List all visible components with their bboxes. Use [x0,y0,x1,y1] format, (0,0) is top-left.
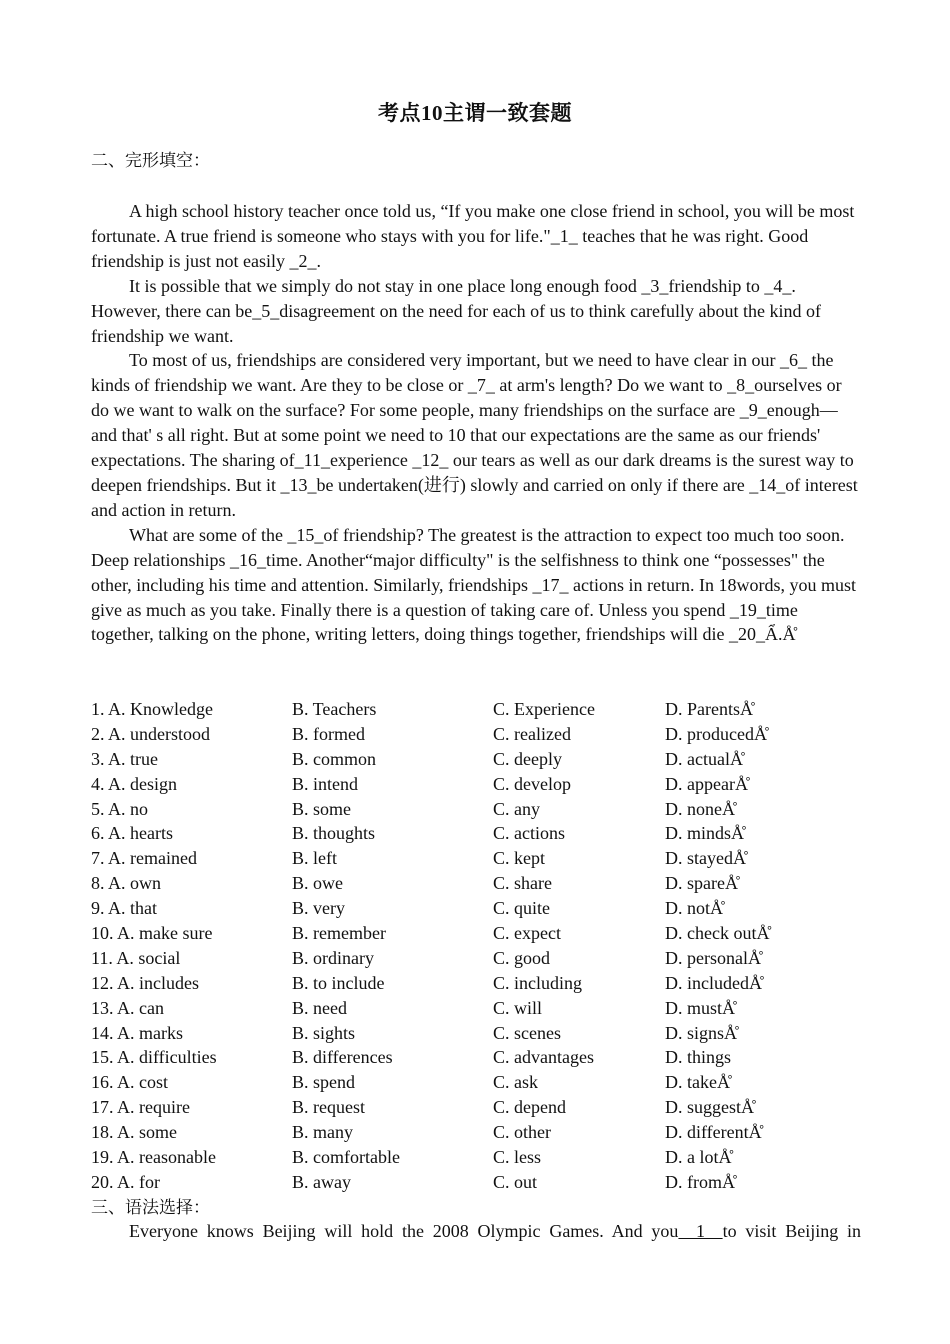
option-c: C. any [493,798,540,819]
option-c: C. realized [493,723,571,744]
option-c: C. deeply [493,748,562,769]
option-d: D. noneÅ̊ [665,798,735,819]
option-b: B. some [292,798,352,819]
option-row [91,996,871,1021]
option-row [91,1145,871,1170]
section-heading-grammar: 三、语法选择： [91,1198,210,1217]
option-b: B. request [292,1097,365,1118]
option-row [91,821,871,846]
option-row [91,1095,871,1120]
option-a: 8. A. own [91,873,162,894]
option-b: B. spend [292,1072,355,1093]
option-row [91,896,871,921]
option-a: 20. A. for [91,1171,160,1192]
option-row [91,1120,871,1145]
option-d: D. mustÅ̊ [665,997,736,1018]
option-d: D. signsÅ̊ [665,1022,738,1043]
option-b: B. very [292,898,345,919]
option-d: D. spareÅ̊ [665,873,738,894]
option-d: D. suggestÅ̊ [665,1097,754,1118]
option-c: C. advantages [493,1047,594,1068]
option-a: 15. A. difficulties [91,1047,217,1068]
option-c: C. share [493,873,552,894]
option-a: 18. A. some [91,1122,178,1143]
option-b: B. intend [292,773,358,794]
option-b: B. ordinary [292,947,374,968]
option-b: B. to include [292,972,385,993]
option-row [91,921,871,946]
option-row [91,846,871,871]
option-row [91,797,871,822]
option-a: 5. A. no [91,798,149,819]
passage-paragraph: What are some of the _15_of friendship? The greatest is the attraction to expect too much too soon. Deep relationships _16_time. Another“major difficulty" is the selfishness to think one “possesses" the other, including his time and attention. Similarly, friendships _17_ actions in return. In 18words, you must give as much as you take. Finally there is a question of taking care of. Unless you spend _19_time together, talking on the phone, writing letters, doing things together, friendships will die _20_Ẩ.Å̊ [91,524,857,645]
grammar-passage [91,1219,861,1244]
option-row [91,1070,871,1095]
option-c: C. out [493,1171,538,1192]
option-c: C. scenes [493,1022,561,1043]
option-row [91,772,871,797]
section-heading-cloze: 二、完形填空： [91,151,210,170]
option-d: D. mindsÅ̊ [665,823,745,844]
option-b: B. thoughts [292,823,376,844]
option-a: 11. A. social [91,947,181,968]
passage-paragraph: A high school history teacher once told us, “If you make one close friend in school, you will be most fortunate. A true friend is someone who stays with you for life."_1_ teaches that he was right. Good friendship is just not easily _2_. [91,201,855,271]
option-row [91,1021,871,1046]
option-a: 2. A. understood [91,723,210,744]
option-c: C. including [493,972,582,993]
option-row [91,747,871,772]
option-b: B. away [292,1171,351,1192]
option-b: B. left [292,848,337,869]
option-row [91,971,871,996]
option-d: D. differentÅ̊ [665,1122,762,1143]
option-c: C. actions [493,823,565,844]
option-row [91,946,871,971]
option-a: 19. A. reasonable [91,1147,216,1168]
option-c: C. ask [493,1072,538,1093]
option-d: D. actualÅ̊ [665,748,743,769]
answer-options [91,697,871,1195]
option-a: 9. A. that [91,898,157,919]
grammar-text: to visit Beijing in [722,1221,861,1241]
option-b: B. remember [292,923,386,944]
option-d: D. a lotÅ̊ [665,1147,732,1168]
option-row [91,1170,871,1195]
option-d: D. notÅ̊ [665,898,723,919]
option-b: B. owe [292,873,343,894]
option-d: D. things [665,1047,732,1068]
option-b: B. formed [292,723,365,744]
option-d: D. stayedÅ̊ [665,848,746,869]
option-c: C. quite [493,898,550,919]
option-c: C. kept [493,848,545,869]
option-row [91,722,871,747]
option-b: B. sights [292,1022,356,1043]
option-d: D. takeÅ̊ [665,1072,730,1093]
option-b: B. many [292,1122,353,1143]
option-d: D. ParentsÅ̊ [665,699,753,719]
option-b: B. Teachers [292,699,377,719]
option-row [91,697,871,722]
option-row [91,871,871,896]
blank-1: 1 [678,1221,723,1241]
option-row [91,1045,871,1070]
option-a: 12. A. includes [91,972,199,993]
option-c: C. expect [493,923,561,944]
passage-paragraph: To most of us, friendships are considered very important, but we need to have clear in our _6_ the kinds of friendship we want. Are they to be close or _7_ at arm's length? Do we want to _8_ourselves or do we want to walk on the surface? For some people, many friendships on the surface are _9_enough—and that' s all right. But at some point we need to 10 that our expectations are the same as our friends' expectations. The sharing of_11_experience _12_ our tears as well as our dark dreams is the surest way to deepen friendships. But it _13_be undertaken(进行) slowly and carried on only if there are _14_of interest and action in return. [91,350,858,520]
option-b: B. common [292,748,376,769]
option-a: 16. A. cost [91,1072,169,1093]
option-b: B. need [292,997,347,1018]
option-d: D. appearÅ̊ [665,773,748,794]
cloze-passage [91,199,861,647]
option-a: 13. A. can [91,997,164,1018]
option-d: D. check outÅ̊ [665,923,770,944]
option-a: 17. A. require [91,1097,190,1118]
option-a: 6. A. hearts [91,823,173,844]
page-title: 考点10主谓一致套题 [378,101,572,125]
passage-paragraph: It is possible that we simply do not stay in one place long enough food _3_friendship to _4_. However, there can be_5_disagreement on the need for each of us to think carefully about the kind of friendship we want. [91,275,822,346]
option-d: D. includedÅ̊ [665,972,762,993]
option-a: 3. A. true [91,748,158,769]
option-c: C. Experience [493,699,595,719]
option-b: B. comfortable [292,1147,400,1168]
option-c: C. develop [493,773,571,794]
option-d: D. producedÅ̊ [665,723,767,744]
option-c: C. other [493,1122,551,1143]
option-a: 1. A. Knowledge [91,699,213,719]
option-c: C. will [493,997,543,1018]
option-a: 14. A. marks [91,1022,183,1043]
option-a: 4. A. design [91,773,178,794]
option-c: C. good [493,947,551,968]
option-d: D. fromÅ̊ [665,1171,735,1192]
option-a: 7. A. remained [91,848,197,869]
option-b: B. differences [292,1047,393,1068]
option-c: C. less [493,1147,542,1168]
grammar-text: Everyone knows Beijing will hold the 2008 Olympic Games. And you [129,1221,679,1241]
option-a: 10. A. make sure [91,923,213,944]
option-d: D. personalÅ̊ [665,947,761,968]
option-c: C. depend [493,1097,566,1118]
